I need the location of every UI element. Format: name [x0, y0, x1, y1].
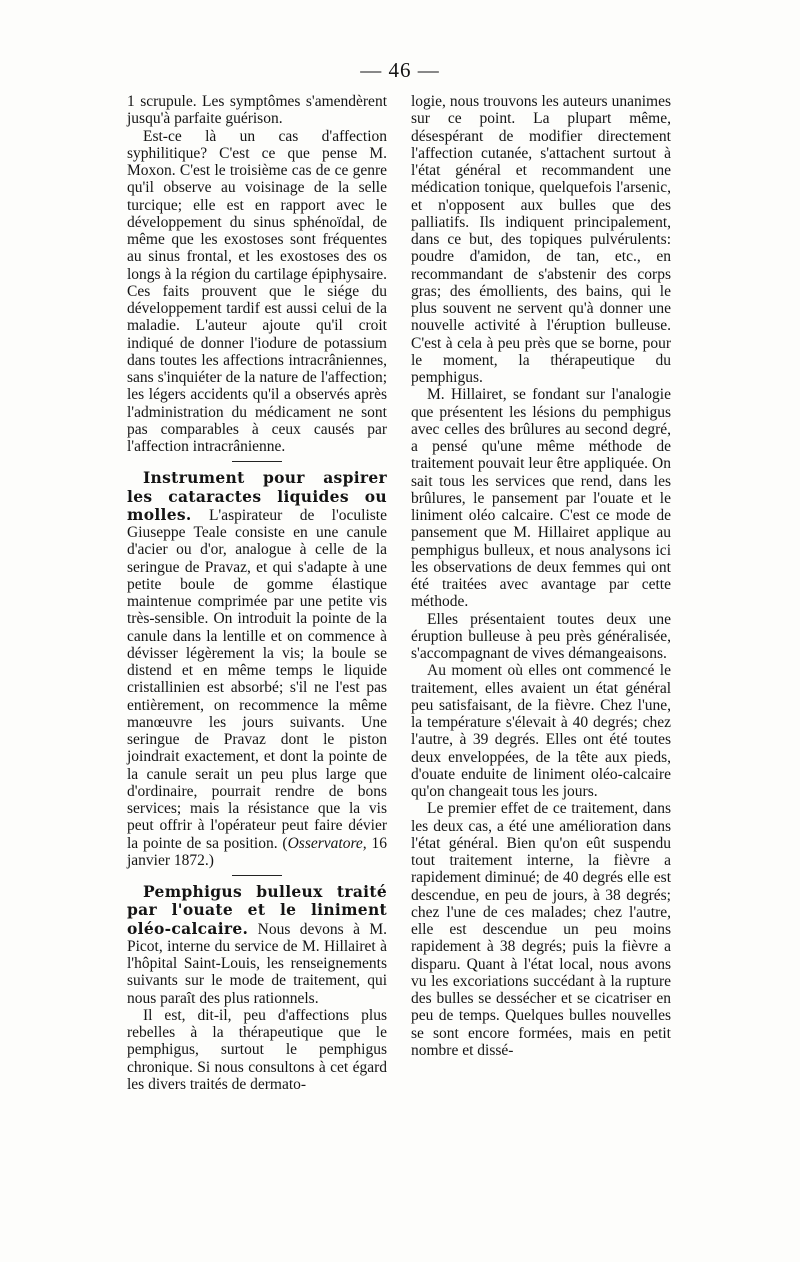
left-column: [127, 93, 387, 1093]
paragraph: Est-ce là un cas d'affection syphilitique? C'est ce que pense M. Moxon. C'est le troisième cas de ce genre qu'il observe au voisinage de la selle turcique; elle est en rapport avec le développement du sinus sphénoïdal, de même que les exostoses sont fréquentes au sinus frontal, et les exostoses des os longs à la région du cartilage épiphysaire. Ces faits prouvent que le siége du développement tardif est aussi celui de la maladie. L'auteur ajoute qu'il croit indiqué de donner l'iodure de potassium dans toutes les affections intracrâniennes, sans s'inquiéter de la nature de l'affection; les légers accidents qu'il a observés après l'administration du médicament ne sont pas comparables à ceux causés par l'affection intracrânienne.: [127, 127, 387, 455]
article-paragraph: [127, 883, 387, 1007]
article-heading: Instrument pour aspirer les cataractes liquides ou molles.: [127, 468, 387, 524]
article-heading: Pemphigus bulleux traité par l'ouate et le liniment oléo-calcaire.: [127, 882, 387, 938]
paragraph: 1 scrupule. Les symptômes s'amendèrent jusqu'à parfaite guérison.: [127, 93, 387, 128]
paragraph: Le premier effet de ce traitement, dans les deux cas, a été une amélioration dans l'état général. Bien qu'on eût suspendu tout traitement interne, la fièvre a rapidement diminué; de 40 degrés elle est descendue, en peu de jours, à 38 degrés; chez l'une de ces malades; chez l'autre, elle est descendue un peu moins rapidement à 38 degrés; puis la fièvre a disparu. Quant à l'état local, nous avons vu les excoriations succédant à la rupture des bulles se dessécher et se cicatriser en peu de temps. Quelques bulles nouvelles se sont encore formées, mais en petit nombre et dissé-: [411, 800, 671, 1059]
paragraph: Il est, dit-il, peu d'affections plus rebelles à la thérapeutique que le pemphigus, surtout le pemphigus chronique. Si nous consultons à cet égard les divers traités de dermato-: [127, 1006, 387, 1093]
paragraph: logie, nous trouvons les auteurs unanimes sur ce point. La plupart même, désespérant de modifier directement l'affection cutanée, s'attachent surtout à l'état général et recommandent une médication tonique, quelquefois l'arsenic, et n'opposent aux bulles que des palliatifs. Ils indiquent principalement, dans ce but, des topiques pulvérulents: poudre d'amidon, de tan, etc., en recommandant de s'abstenir des corps gras; des émollients, des bains, qui le plus souvent ne servent qu'à donner une nouvelle activité à l'éruption bulleuse. C'est à cela à peu près que se borne, pour le moment, la thérapeutique du pemphigus.: [411, 93, 671, 386]
citation-date: 16 janvier 1872.): [127, 834, 387, 869]
article-paragraph: [127, 469, 387, 869]
article-body: L'aspirateur de l'oculiste Giuseppe Teale consiste en une canule d'acier ou d'or, analogue à celle de la seringue de Pravaz, et qui s'adapte à une petite boule de gomme élastique maintenue comprimée par une petite vis très-sensible. On introduit la pointe de la canule dans la lentille et on commence à dévisser légèrement la vis; la boule se distend et en même temps le liquide cristallinien est absorbé; s'il ne l'est pas entièrement, on recommence la même manœuvre les jours suivants. Une seringue de Pravaz dont le piston joindrait exactement, et dont la pointe de la canule serait un peu plus large que d'ordinaire, pourrait rendre de bons services; mais la résistance que la vis peut offrir à l'opérateur peut faire dévier la pointe de sa position. (: [127, 506, 387, 852]
source-citation: Osservatore,: [287, 834, 367, 852]
paragraph: Elles présentaient toutes deux une éruption bulleuse à peu près généralisée, s'accompagnant de vives démangeaisons.: [411, 610, 671, 662]
right-column: [411, 93, 671, 1059]
paragraph: M. Hillairet, se fondant sur l'analogie que présentent les lésions du pemphigus avec celles des brûlures au second degré, a pensé qu'une même méthode de traitement pouvait leur être appliquée. On sait tous les services que rend, dans les brûlures, le pansement par l'ouate et le liniment oléo calcaire. C'est ce mode de pansement que M. Hillairet applique au pemphigus bulleux, et nous analysons ici les observations de deux femmes qui ont été traitées avec avantage par cette méthode.: [411, 386, 671, 611]
section-divider: [232, 875, 282, 876]
page-number: — 46 —: [360, 58, 440, 82]
paragraph: Au moment où elles ont commencé le traitement, elles avaient un état général peu satisfaisant, de la fièvre. Chez l'une, la température s'élevait à 40 degrés; chez l'autre, à 39 degrés. Elles ont été toutes deux enveloppées, de la tête aux pieds, d'ouate enduite de liniment oléo-calcaire qu'on changeait tous les jours.: [411, 662, 671, 800]
section-divider: [232, 461, 282, 462]
article-body: Nous devons à M. Picot, interne du service de M. Hillairet à l'hôpital Saint-Louis, les renseignements suivants sur le mode de traitement, qui nous paraît des plus rationnels.: [127, 920, 387, 1007]
